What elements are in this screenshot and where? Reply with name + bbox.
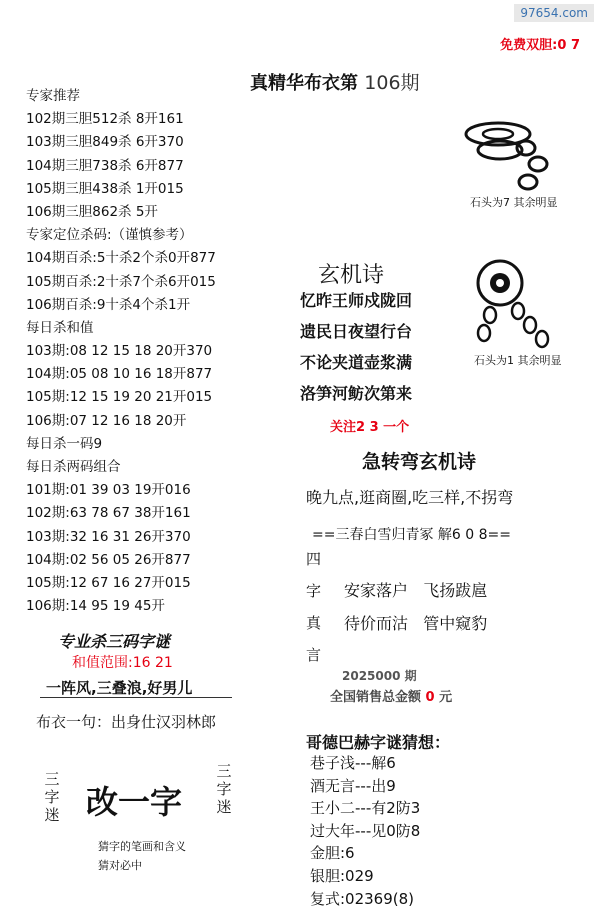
left-line: 每日杀和值 (26, 319, 94, 336)
left-line: 106期:14 95 19 45开 (26, 598, 165, 615)
godel-title: 哥德巴赫字谜猜想： (306, 733, 451, 752)
left-line: 105期:12 67 16 27开015 (26, 574, 191, 591)
godel-line: 王小二---有2防3 (310, 799, 421, 818)
gaiyizi-main: 改一字 (86, 783, 183, 821)
stone2-caption: 石头为1 其余明显 (474, 354, 562, 367)
sizi-char: 字 (306, 582, 322, 600)
poem-line: 遗民日夜望行台 (300, 322, 413, 341)
left-line: 102期:63 78 67 38开161 (26, 505, 191, 522)
godel-line: 过大年---见0防8 (310, 821, 421, 840)
left-line: 106期百杀:9十杀4个杀1开 (26, 296, 191, 313)
godel-line: 巷子浅---解6 (310, 754, 396, 772)
riddle3-phrase: 一阵风,三叠浪,好男儿 (46, 679, 193, 697)
left-line: 104期三胆738杀 6开877 (26, 157, 184, 174)
left-line: 103期三胆849杀 6开370 (26, 134, 184, 151)
left-line: 104期:02 56 05 26开877 (26, 551, 191, 568)
buyi-line: 布衣一句：出身仕汉羽林郎 (36, 713, 217, 731)
riddle3-sum-range: 和值范围:16 21 (72, 655, 173, 671)
left-line: 105期百杀:2十杀7个杀6开015 (26, 273, 216, 290)
left-column (26, 85, 216, 618)
godel-line: 银胆:029 (310, 866, 374, 885)
godel-line: 金胆:6 (310, 844, 355, 863)
left-line: 105期:12 15 19 20 21开015 (26, 389, 213, 406)
stone1-caption: 石头为7 其余明显 (470, 196, 558, 209)
sizi-phrase: 待价而沽 (344, 614, 409, 633)
xuanji-focus: 关注2 3 一个 (330, 420, 410, 435)
title-issue: 106期 (364, 72, 420, 94)
sizi-char: 四 (306, 550, 322, 568)
gaiyizi-hint1: 猜字的笔画和含义 (98, 840, 186, 853)
xuanji-title: 玄机诗 (318, 263, 385, 288)
left-line: 每日杀一码9 (26, 435, 103, 452)
left-line: 102期三胆512杀 8开161 (26, 111, 184, 128)
left-line: 106期三胆862杀 5开 (26, 203, 158, 220)
sales-value: 0 (425, 690, 435, 705)
poem-line: 不论夹道壶浆满 (300, 353, 413, 372)
godel-lines (310, 752, 420, 910)
sales-issue: 2025000 期 (342, 669, 417, 683)
sales-total (330, 686, 452, 705)
poem-line: 忆昨王师戍陇回 (300, 291, 413, 310)
watermark: 97654.com (514, 4, 594, 22)
left-line: 专家定位杀码:（谨慎参考） (26, 227, 193, 244)
jizhuan-jie: ==三春白雪归青冢 解6 0 8== (312, 527, 511, 543)
poem-line: 洛笋河鲂次第来 (300, 384, 413, 403)
title-text: 真精华布衣第 (250, 73, 358, 94)
sizi-char: 言 (306, 646, 322, 664)
riddle3-heading: 专业杀三码字谜 (58, 632, 171, 651)
left-line: 每日杀两码组合 (26, 459, 121, 475)
left-line: 104期百杀:5十杀2个杀0开877 (26, 250, 216, 267)
sizi-char: 真 (306, 614, 322, 632)
stone-coin-drawing (460, 110, 570, 195)
godel-line: 酒无言---出9 (310, 776, 396, 795)
godel-line: 复式:02369(8) (310, 889, 415, 908)
jizhuan-line: 晚九点,逛商圈,吃三样,不拐弯 (306, 488, 514, 507)
sizi-label (306, 543, 321, 671)
stone-ring-drawing (470, 255, 580, 355)
sizi-phrase: 管中窥豹 (423, 614, 488, 633)
page-title (250, 68, 420, 95)
sizi-row1 (344, 578, 487, 601)
sales-unit: 元 (439, 690, 453, 705)
right-vertical-label: 三字迷 (216, 762, 232, 816)
left-line: 104期:05 08 10 16 18开877 (26, 366, 213, 383)
gaiyizi-hint2: 猜对必中 (98, 859, 142, 872)
divider (40, 697, 232, 698)
left-line: 103期:08 12 15 18 20开370 (26, 343, 213, 360)
left-line: 103期:32 16 31 26开370 (26, 528, 191, 545)
left-line: 101期:01 39 03 19开016 (26, 482, 191, 499)
xuanji-poem (300, 285, 412, 409)
free-pick: 免费双胆:0 7 (500, 38, 580, 53)
left-line: 106期:07 12 16 18 20开 (26, 412, 187, 429)
sizi-phrase: 安家落户 (344, 581, 409, 600)
left-line: 105期三胆438杀 1开015 (26, 180, 184, 197)
sizi-row2 (344, 611, 487, 634)
left-vertical-label: 三字迷 (44, 770, 60, 824)
left-line: 专家推荐 (26, 88, 80, 104)
sizi-phrase: 飞扬跋扈 (423, 581, 488, 600)
jizhuan-title: 急转弯玄机诗 (362, 451, 477, 473)
sales-label: 全国销售总金额 (330, 690, 422, 705)
